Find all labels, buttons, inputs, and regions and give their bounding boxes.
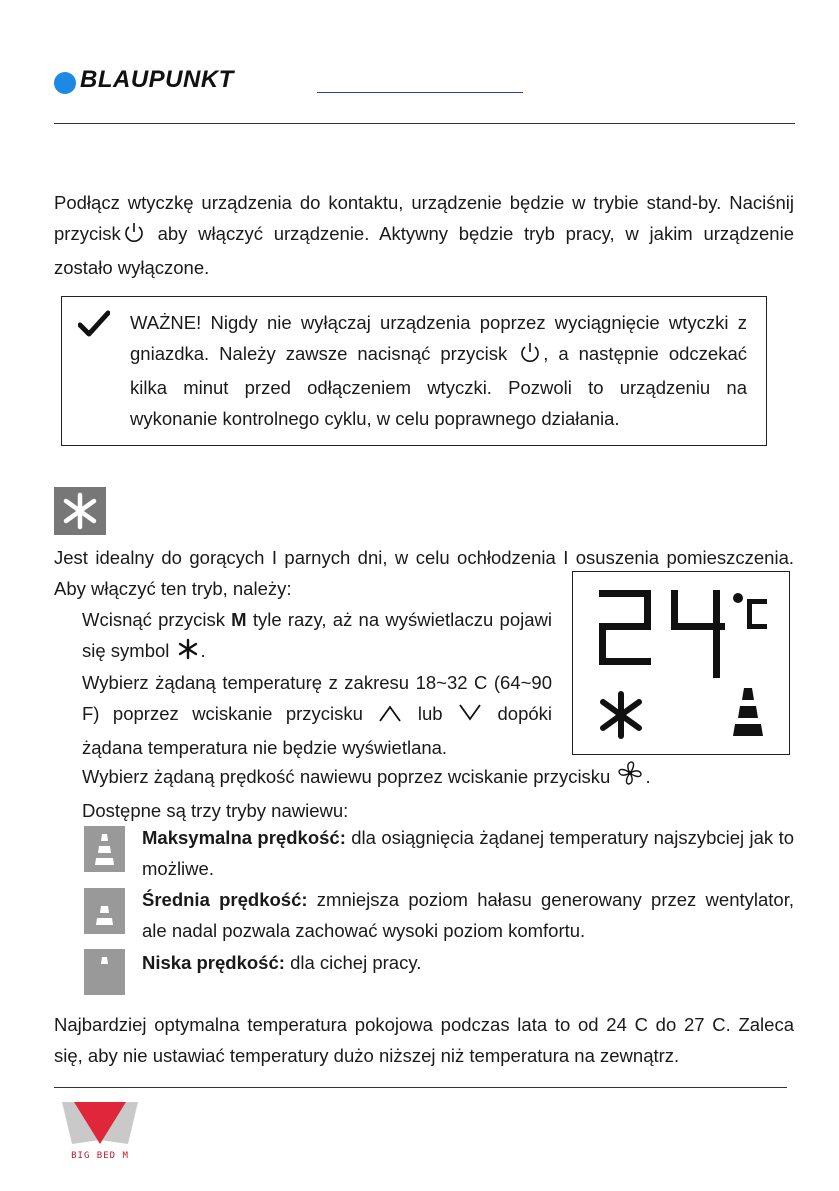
celsius-unit	[747, 599, 767, 629]
footer-logo-text: BIG BED M	[71, 1151, 129, 1160]
warning-text-1: WAŻNE! Nigdy nie wyłączaj urządzenia poprzez wyciągnięcie wtyczki z gniazdka. Należy zawsze nacisnąć przycisk	[130, 312, 747, 364]
snowflake-icon	[177, 638, 199, 669]
warning-text	[130, 307, 747, 434]
mode-key-label: M	[231, 609, 247, 630]
power-icon	[123, 221, 145, 252]
fan-speed-low-desc: Niska prędkość: dla cichej pracy.	[142, 952, 422, 973]
fan-speed-high-icon	[84, 826, 125, 872]
step-select-temperature: Wybierz żądaną temperaturę z zakresu 18~32 C (64~90 F) poprzez wciskanie przycisku lub dopóki żądana temperatura nie będzie wyświetlana.	[82, 672, 553, 758]
header-link-underline[interactable]	[317, 92, 523, 93]
cooling-mode-icon	[54, 487, 106, 535]
arrow-down-icon	[458, 701, 482, 732]
warning-text-2: , a następnie odczekać kilka minut przed odłączeniem wtyczki. Pozwoli to urządzeniu na wykonanie kontrolnego cyklu, w celu poprawnego działania.	[130, 343, 747, 429]
footer-divider	[54, 1087, 787, 1088]
fan-modes-intro: Dostępne są trzy tryby nawiewu:	[82, 800, 349, 821]
fan-speed-low-icon	[84, 949, 125, 995]
intro-text-2: aby włączyć urządzenie. Aktywny będzie tryb pracy, w jakim urządzenie zostało wyłączone.	[54, 223, 794, 278]
summary-paragraph: Najbardziej optymalna temperatura pokojowa podczas lata to od 24 C do 27 C. Zaleca się, aby nie ustawiać temperatury dużo niższej niż temperatura na zewnątrz.	[54, 1014, 794, 1066]
intro-text-1: Podłącz wtyczkę urządzenia do kontaktu, urządzenie będzie w trybie stand-by. Naciśnij przycisk	[54, 192, 794, 244]
intro-paragraph	[54, 187, 794, 283]
temperature-digits	[599, 590, 725, 678]
cooling-intro: Jest idealny do gorących I parnych dni, w celu ochłodzenia I osuszenia pomieszczenia. Aby włączyć ten tryb, należy:	[54, 547, 794, 599]
arrow-up-icon	[378, 701, 402, 732]
fan-speed-high-desc: Maksymalna prędkość: dla osiągnięcia żądanej temperatury najszybciej jak to możliwe.	[142, 827, 794, 879]
fan-icon	[617, 760, 643, 795]
step-select-mode: Wcisnąć przycisk M tyle razy, aż na wyświetlaczu pojawi się symbol .	[82, 604, 552, 669]
step-select-fan-speed: Wybierz żądaną prędkość nawiewu poprzez wciskanie przycisku . Dostępne są trzy tryby nawiewu:	[82, 760, 794, 826]
check-icon	[78, 310, 110, 343]
footer-logo	[60, 1100, 140, 1160]
brand-logo-dot	[54, 72, 76, 94]
lcd-display	[572, 571, 790, 755]
header-divider	[54, 123, 795, 124]
fan-speed-medium-icon	[84, 888, 125, 934]
fan-speed-medium-desc: Średnia prędkość: zmniejsza poziom hałasu generowany przez wentylator, ale nadal pozwala zachować wysoki poziom komfortu.	[142, 889, 794, 941]
brand-logo: BLAUPUNKT	[80, 66, 234, 93]
power-icon	[519, 341, 541, 372]
